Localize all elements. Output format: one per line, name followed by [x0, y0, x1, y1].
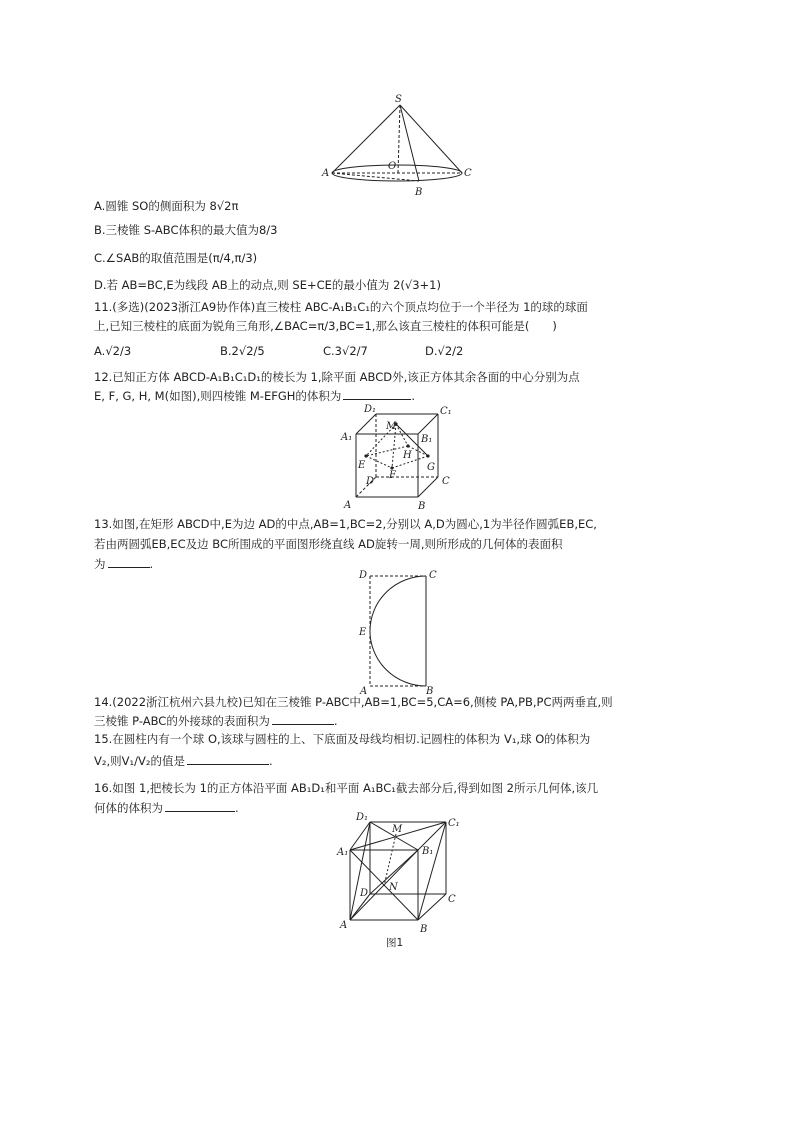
cone-label-b: B [415, 187, 423, 198]
q12-label-f: F [389, 470, 396, 481]
q11-option-c: C.3√2/7 [323, 344, 368, 358]
q16-answer-blank[interactable] [165, 799, 235, 812]
q16-label-d: D [360, 888, 369, 899]
cone-label-a: A [322, 168, 330, 179]
q13-label-a: A [360, 686, 368, 696]
q16-label-c: C [448, 894, 456, 905]
q10-option-d: D.若 AB=BC,E为线段 AB上的动点,则 SE+CE的最小值为 2(√3+1) [94, 278, 441, 292]
q12-stem-line1: 12.已知正方体 ABCD-A₁B₁C₁D₁的棱长为 1,除平面 ABCD外,该正方体其余各面的中心分别为点 [94, 370, 580, 384]
q12-label-g: G [427, 462, 435, 473]
q16-label-a1: A₁ [337, 847, 349, 858]
q12-period: . [411, 389, 416, 403]
q10-option-b: B.三棱锥 S-ABC体积的最大值为8/3 [94, 223, 278, 237]
q11-option-a: A.√2/3 [94, 344, 132, 358]
q11-option-b: B.2√2/5 [220, 344, 265, 358]
q16-label-n: N [389, 882, 398, 893]
q15-period: . [268, 754, 273, 768]
q12-label-b: B [418, 501, 426, 512]
q13-stem-line2: 若由两圆弧EB,EC及边 BC所围成的平面图形绕直线 AD旋转一周,则所形成的几何体的表面积 [94, 537, 563, 551]
cone-label-c: C [464, 168, 472, 179]
q10-option-a: A.圆锥 SO的侧面积为 8√2π [94, 199, 239, 213]
q13-stem-text: 为 [94, 557, 106, 571]
q13-stem-line1: 13.如图,在矩形 ABCD中,E为边 AD的中点,AB=1,BC=2,分别以 A,D为圆心,1为半径作圆弧EB,EC, [94, 517, 597, 531]
q16-label-b1: B₁ [422, 846, 434, 857]
q14-answer-blank[interactable] [272, 712, 334, 725]
q15-stem-text: V₂,则V₁/V₂的值是 [94, 754, 185, 768]
q12-label-d1: D₁ [364, 404, 377, 415]
q11-stem-line2: 上,已知三棱柱的底面为锐角三角形,∠BAC=π/3,BC=1,那么该直三棱柱的体积可能是( ) [94, 319, 557, 333]
q11-stem-line1: 11.(多选)(2023浙江A9协作体)直三棱柱 ABC-A₁B₁C₁的六个顶点均位于一个半径为 1的球的球面 [94, 300, 588, 314]
q13-period: . [149, 557, 154, 571]
q13-answer-blank[interactable] [108, 555, 150, 568]
q15-answer-blank[interactable] [187, 752, 269, 765]
cone-label-s: S [395, 94, 402, 105]
q14-stem-text: 三棱锥 P-ABC的外接球的表面积为 [94, 714, 270, 728]
q13-label-d: D [359, 570, 368, 581]
q16-stem-line2 [94, 799, 239, 816]
q16-label-c1: C₁ [448, 818, 460, 829]
q15-stem-line2 [94, 752, 273, 769]
q12-label-e: E [358, 460, 366, 471]
q14-stem-line1: 14.(2022浙江杭州六县九校)已知在三棱锥 P-ABC中,AB=1,BC=5,CA=6,侧棱 PA,PB,PC两两垂直,则 [94, 695, 613, 709]
q13-stem-line3 [94, 555, 153, 572]
q16-stem-line1: 16.如图 1,把棱长为 1的正方体沿平面 AB₁D₁和平面 A₁BC₁截去部分后,得到如图 2所示几何体,该几 [94, 781, 599, 795]
q14-stem-line2 [94, 712, 337, 729]
q16-label-a: A [340, 920, 348, 931]
q11-option-d: D.√2/2 [425, 344, 464, 358]
q16-label-b: B [420, 924, 428, 935]
q13-label-e: E [359, 627, 367, 638]
q15-stem-line1: 15.在圆柱内有一个球 O,该球与圆柱的上、下底面及母线均相切.记圆柱的体积为 V₁,球 O的体积为 [94, 732, 591, 746]
q13-label-c: C [429, 570, 437, 581]
q10-option-c: C.∠SAB的取值范围是(π/4,π/3) [94, 251, 258, 265]
q12-label-h: H [403, 450, 412, 461]
cone-figure [318, 92, 478, 200]
q12-cube-figure [336, 402, 466, 512]
q14-period: . [333, 714, 338, 728]
q13-rectangle-figure [354, 566, 444, 696]
q16-label-d1: D₁ [356, 812, 369, 823]
q12-label-a1: A₁ [341, 432, 353, 443]
q12-label-b1: B₁ [421, 434, 433, 445]
q16-cube-figure [334, 810, 464, 950]
q16-label-m: M [392, 824, 403, 835]
q16-stem-text: 何体的体积为 [94, 801, 163, 815]
q16-period: . [235, 801, 239, 815]
q12-stem-text: E, F, G, H, M(如图),则四棱锥 M-EFGH的体积为 [94, 389, 342, 403]
q12-label-c1: C₁ [440, 406, 452, 417]
q12-label-c: C [442, 476, 450, 487]
q12-label-d: D [366, 476, 375, 487]
q12-label-a: A [344, 500, 352, 511]
q16-figure-caption: 图1 [386, 937, 404, 949]
q12-answer-blank[interactable] [343, 387, 411, 400]
q13-label-b: B [426, 686, 434, 696]
cone-label-o: O [388, 161, 397, 172]
q12-label-m: M [386, 421, 397, 432]
